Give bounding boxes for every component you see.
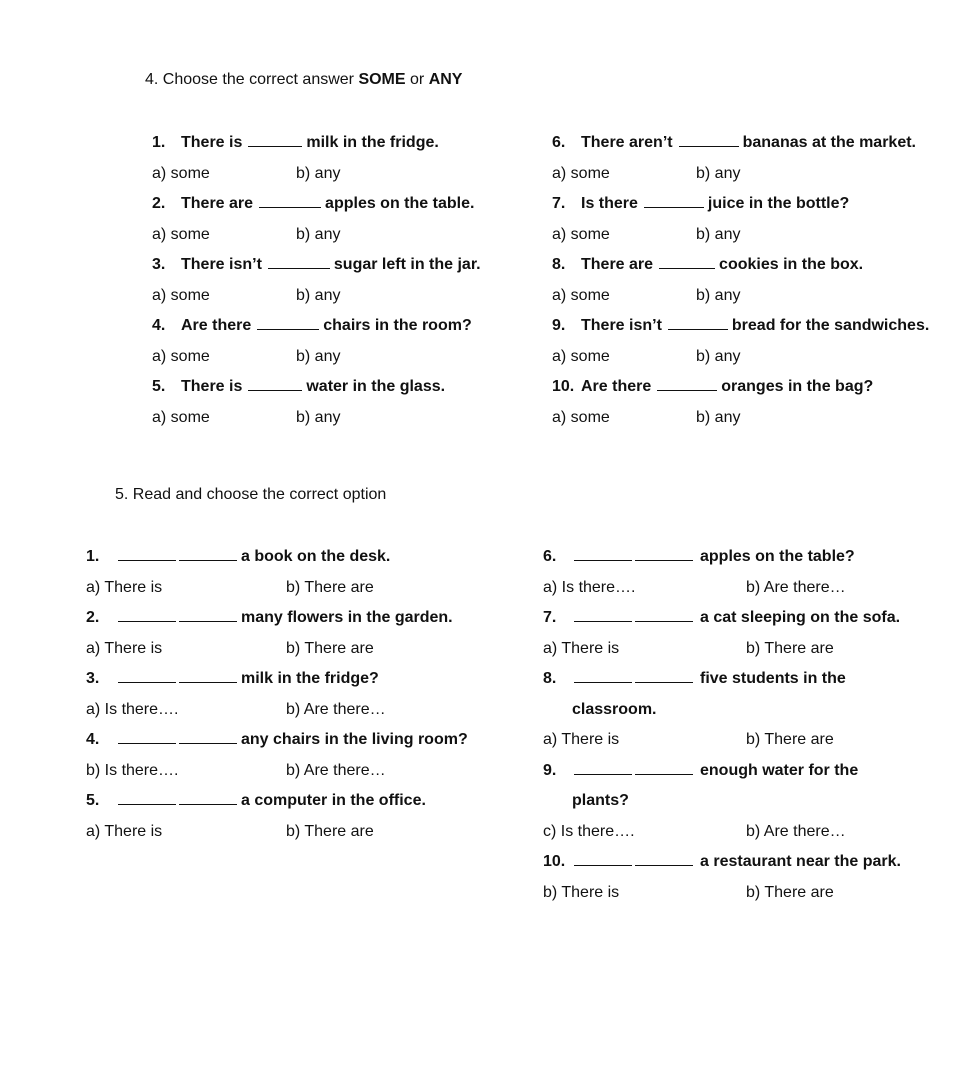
s4-answer-blank[interactable] (679, 133, 739, 147)
s5-blank-segment (118, 608, 176, 622)
section-4-title-any: ANY (428, 71, 463, 88)
s4-question-text (181, 377, 445, 397)
s5-answer-blank[interactable] (118, 547, 237, 567)
s5-answer-blank[interactable] (574, 608, 693, 628)
s5-blank-segment (574, 547, 632, 561)
s5-question-text-continued: classroom. (572, 701, 657, 718)
s5-answer-blank[interactable] (574, 547, 693, 567)
s4-answer-blank[interactable] (248, 133, 302, 147)
s4-question-after: apples on the table. (325, 195, 475, 212)
s4-question-number: 2. (152, 195, 166, 212)
s4-question-before: There aren’t (581, 134, 673, 151)
s5-answer-blank[interactable] (118, 608, 237, 628)
s5-option-b[interactable]: b) Are there… (746, 823, 846, 840)
s5-blank-segment (179, 608, 237, 622)
s5-question-number: 1. (86, 548, 100, 565)
s4-question-number: 10. (552, 378, 575, 395)
s4-question-number: 6. (552, 134, 566, 151)
s5-option-b[interactable]: b) Are there… (286, 762, 386, 779)
s5-question-number: 2. (86, 609, 100, 626)
s4-option-b[interactable]: b) any (696, 165, 741, 182)
s4-question-text (581, 133, 916, 153)
s4-question-before: There is (181, 134, 243, 151)
s5-question-text: any chairs in the living room? (241, 731, 468, 748)
s4-question-after: water in the glass. (306, 378, 446, 395)
s5-question-number: 6. (543, 548, 557, 565)
s4-option-a[interactable]: a) some (552, 226, 610, 243)
s5-question-number: 4. (86, 731, 100, 748)
s4-option-a[interactable]: a) some (552, 348, 610, 365)
s4-option-a[interactable]: a) some (152, 409, 210, 426)
s4-option-a[interactable]: a) some (552, 287, 610, 304)
s4-option-a[interactable]: a) some (152, 287, 210, 304)
s5-answer-blank[interactable] (118, 730, 237, 750)
s4-question-number: 1. (152, 134, 166, 151)
s4-question-number: 9. (552, 317, 566, 334)
s4-question-before: There isn’t (181, 256, 262, 273)
s4-question-before: Is there (581, 195, 638, 212)
s5-option-b[interactable]: b) There are (746, 731, 834, 748)
s5-blank-segment (574, 608, 632, 622)
s5-option-b[interactable]: b) There are (286, 579, 374, 596)
s4-option-a[interactable]: a) some (152, 165, 210, 182)
s4-question-before: There isn’t (581, 317, 662, 334)
s4-question-after: bananas at the market. (742, 134, 916, 151)
s5-option-a[interactable]: a) Is there…. (543, 579, 636, 596)
s4-answer-blank[interactable] (668, 316, 728, 330)
s5-question-text: milk in the fridge? (241, 670, 379, 687)
s4-option-a[interactable]: a) some (152, 226, 210, 243)
section-4-title (145, 70, 462, 90)
s4-answer-blank[interactable] (644, 194, 704, 208)
s4-option-b[interactable]: b) any (296, 348, 341, 365)
s5-question-text: many flowers in the garden. (241, 609, 453, 626)
s4-question-text (581, 194, 849, 214)
s5-blank-segment (635, 761, 693, 775)
s5-question-text: a cat sleeping on the sofa. (700, 609, 901, 626)
s4-question-after: chairs in the room? (323, 317, 472, 334)
s4-question-after: milk in the fridge. (306, 134, 439, 151)
s4-option-a[interactable]: a) some (552, 165, 610, 182)
section-4-title-prefix: 4. Choose the correct answer (145, 71, 359, 88)
s4-question-before: There is (181, 378, 243, 395)
s5-blank-segment (179, 730, 237, 744)
s4-answer-blank[interactable] (657, 377, 717, 391)
section-4-title-or: or (405, 71, 429, 88)
s4-question-after: oranges in the bag? (721, 378, 874, 395)
s5-blank-segment (574, 852, 632, 866)
s5-blank-segment (179, 547, 237, 561)
s4-question-text (181, 255, 481, 275)
s5-blank-segment (635, 608, 693, 622)
s4-question-after: bread for the sandwiches. (731, 317, 930, 334)
s5-blank-segment (635, 547, 693, 561)
s4-question-after: cookies in the box. (719, 256, 864, 273)
s5-option-a[interactable]: b) Is there…. (86, 762, 179, 779)
s4-question-after: sugar left in the jar. (333, 256, 481, 273)
s4-question-number: 3. (152, 256, 166, 273)
s4-answer-blank[interactable] (248, 377, 302, 391)
s5-question-number: 3. (86, 670, 100, 687)
s4-question-before: Are there (581, 378, 652, 395)
s4-question-before: There are (181, 195, 254, 212)
s5-answer-blank[interactable] (118, 669, 237, 689)
s5-option-a[interactable]: a) Is there…. (86, 701, 179, 718)
s5-question-number: 5. (86, 792, 100, 809)
s4-option-b[interactable]: b) any (696, 226, 741, 243)
s5-question-text: apples on the table? (700, 548, 855, 565)
s4-answer-blank[interactable] (259, 194, 321, 208)
s5-blank-segment (635, 669, 693, 683)
s5-blank-segment (118, 669, 176, 683)
s4-option-b[interactable]: b) any (696, 409, 741, 426)
s5-answer-blank[interactable] (574, 852, 693, 872)
s5-option-b[interactable]: b) There are (286, 640, 374, 657)
s5-option-a[interactable]: a) There is (86, 640, 163, 657)
section-5-title: 5. Read and choose the correct option (115, 486, 387, 503)
s4-option-a[interactable]: a) some (552, 409, 610, 426)
s5-answer-blank[interactable] (574, 761, 693, 781)
s5-question-number: 10. (543, 853, 566, 870)
s5-question-number: 9. (543, 762, 557, 779)
s4-question-number: 8. (552, 256, 566, 273)
s5-option-b[interactable]: b) Are there… (746, 579, 846, 596)
s5-option-b[interactable]: b) There are (746, 640, 834, 657)
s4-question-number: 5. (152, 378, 166, 395)
s5-question-text: a book on the desk. (241, 548, 391, 565)
s5-option-a[interactable]: a) There is (86, 823, 163, 840)
s4-answer-blank[interactable] (268, 255, 330, 269)
s5-blank-segment (179, 669, 237, 683)
s5-question-text: a computer in the office. (241, 792, 426, 809)
s5-question-text: five students in the (700, 670, 846, 687)
s4-option-b[interactable]: b) any (296, 409, 341, 426)
s4-option-b[interactable]: b) any (696, 287, 741, 304)
s4-question-before: Are there (181, 317, 252, 334)
s4-question-text (581, 255, 863, 275)
s4-option-b[interactable]: b) any (296, 287, 341, 304)
s5-blank-segment (118, 791, 176, 805)
section-4-title-some: SOME (358, 71, 406, 88)
s4-answer-blank[interactable] (257, 316, 319, 330)
s5-option-a[interactable]: a) There is (543, 731, 620, 748)
s5-blank-segment (118, 547, 176, 561)
s5-question-number: 8. (543, 670, 557, 687)
s4-option-b[interactable]: b) any (296, 226, 341, 243)
s5-blank-segment (635, 852, 693, 866)
s5-option-a[interactable]: b) There is (543, 884, 620, 901)
s5-option-a[interactable]: a) There is (86, 579, 163, 596)
s5-option-a[interactable]: c) Is there…. (543, 823, 635, 840)
s5-answer-blank[interactable] (574, 669, 693, 689)
s5-option-a[interactable]: a) There is (543, 640, 620, 657)
s4-question-before: There are (581, 256, 654, 273)
s5-question-text: enough water for the (700, 762, 859, 779)
s4-question-text (181, 194, 474, 214)
s4-question-text (581, 377, 873, 397)
s5-option-b[interactable]: b) Are there… (286, 701, 386, 718)
s4-question-after: juice in the bottle? (707, 195, 850, 212)
s5-question-text: a restaurant near the park. (700, 853, 901, 870)
s4-question-text (181, 133, 439, 153)
s5-option-b[interactable]: b) There are (286, 823, 374, 840)
s5-blank-segment (574, 669, 632, 683)
s4-question-number: 4. (152, 317, 166, 334)
s5-blank-segment (118, 730, 176, 744)
s4-option-b[interactable]: b) any (296, 165, 341, 182)
s5-option-b[interactable]: b) There are (746, 884, 834, 901)
s4-answer-blank[interactable] (659, 255, 715, 269)
s5-question-number: 7. (543, 609, 557, 626)
s4-question-number: 7. (552, 195, 566, 212)
s5-question-text-continued: plants? (572, 792, 629, 809)
s4-option-a[interactable]: a) some (152, 348, 210, 365)
s5-answer-blank[interactable] (118, 791, 237, 811)
s4-question-text (581, 316, 929, 336)
s5-blank-segment (574, 761, 632, 775)
s5-blank-segment (179, 791, 237, 805)
s4-question-text (181, 316, 472, 336)
s4-option-b[interactable]: b) any (696, 348, 741, 365)
